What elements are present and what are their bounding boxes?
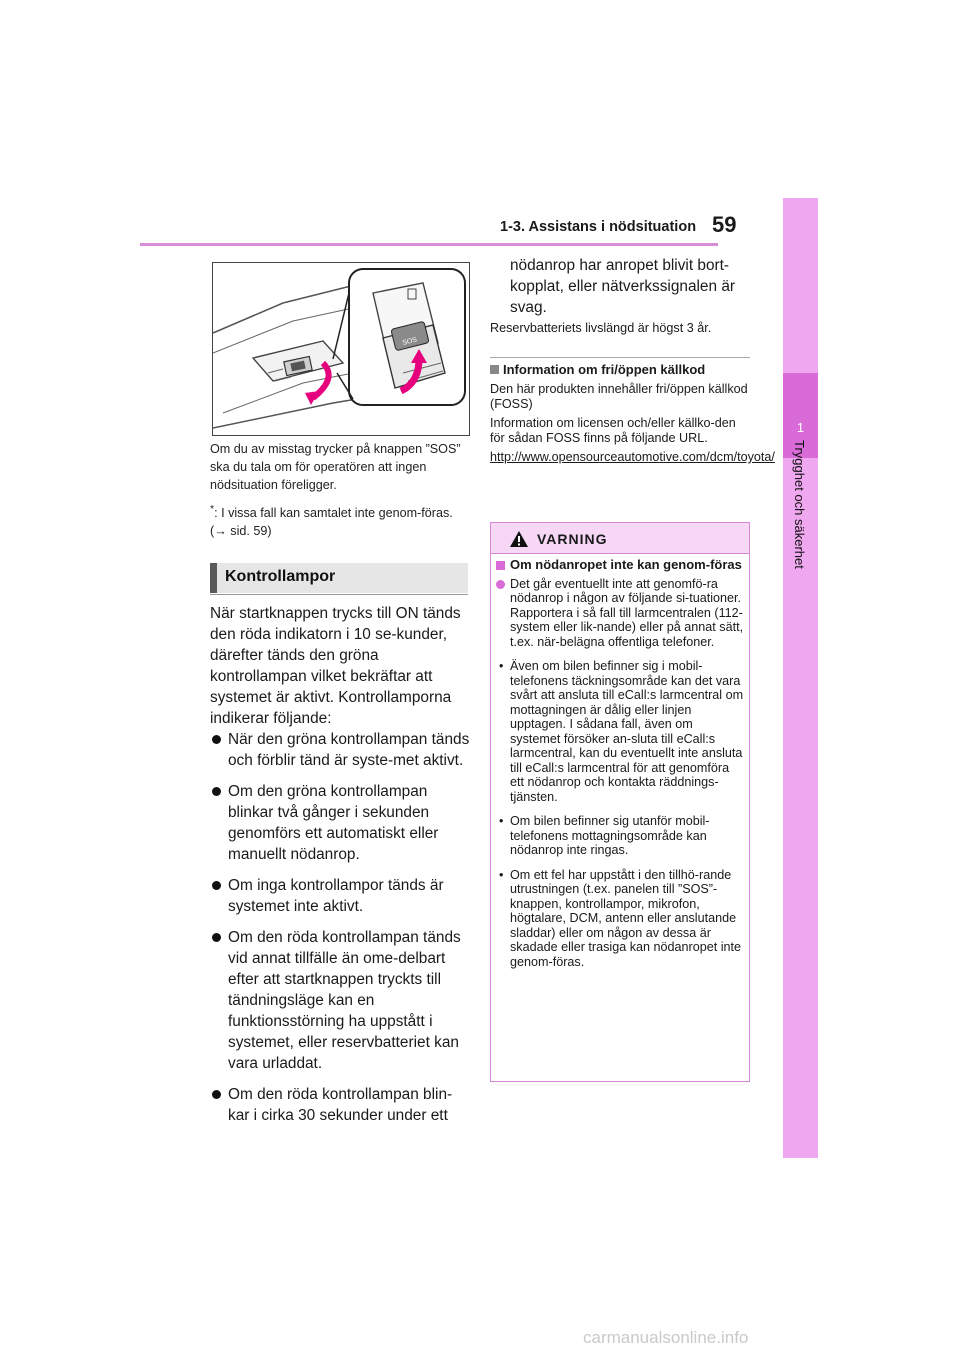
page-number: 59 bbox=[712, 212, 737, 237]
info-body bbox=[490, 382, 775, 470]
chapter-title: Trygghet och säkerhet bbox=[792, 440, 807, 569]
header-rule bbox=[140, 243, 718, 246]
list-item: Om inga kontrollampor tänds är systemet inte aktivt. bbox=[210, 875, 472, 917]
warning-sub-item: • Även om bilen befinner sig i mobil-telefonens täckningsområde kan det vara svårt att ansluta till eCall:s larmcentral om mottagningen är dålig eller linjen upptagen. I sådana fall, även om systemet försöker an-sluta till eCall:s larmcentral, kan du eventuellt inte ansluta till eCall:s larmcentral för att genomföra ett nödanrop och kontakta räddnings-tjänsten. bbox=[499, 659, 744, 804]
footnote-text: : I vissa fall kan samtalet inte genom-föras. ( bbox=[210, 506, 453, 539]
illustration-caption: Om du av misstag trycker på knappen ”SOS” ska du tala om för operatören att ingen nödsituation föreligger. bbox=[210, 442, 461, 492]
bullet-icon bbox=[212, 735, 221, 744]
battery-note: Reservbatteriets livslängd är högst 3 år. bbox=[490, 321, 712, 335]
footnote bbox=[210, 500, 472, 540]
warning-sub-item: • Om ett fel har uppstått i den tillhö-rande utrustningen (t.ex. panelen till ”SOS”-knappen, kontrollampor, mikrofon, högtalare, DCM, antenn eller anslutande sladdar) eller om någon av dessa är skadade eller trasiga kan nödanropet inte genom-föras. bbox=[499, 867, 742, 969]
warning-label: VARNING bbox=[537, 531, 608, 547]
warning-content bbox=[496, 558, 744, 979]
indicator-list bbox=[210, 729, 472, 1136]
chapter-number: 1 bbox=[796, 420, 805, 435]
list-item: Om den röda kontrollampan tänds vid annat tillfälle än ome-delbart efter att startknappen tryckts till tändningsläge kan en funktionsstörning ha uppstått i systemet, eller reservbatteriet kan vara urladdat. bbox=[210, 927, 472, 1074]
warning-primary-item: Det går eventuellt inte att genomfö-ra nödanrop i någon av följande si-tuationer. Rapportera i så fall till larmcentralen (112-system eller lik-nande) eller på annat sätt, t.ex. när-belägna offentliga telefoner. bbox=[496, 577, 744, 650]
section-heading: Kontrollampor bbox=[225, 568, 336, 585]
warning-title: Om nödanropet inte kan genom-föras bbox=[496, 558, 744, 573]
list-item: När den gröna kontrollampan tänds och förblir tänd är syste-met aktivt. bbox=[210, 729, 472, 771]
watermark: carmanualsonline.info bbox=[583, 1328, 749, 1347]
sos-text: SOS bbox=[401, 336, 418, 347]
warning-header bbox=[491, 523, 749, 553]
square-icon bbox=[496, 561, 505, 570]
warning-header-rule bbox=[491, 553, 749, 554]
info-heading: Information om fri/öppen källkod bbox=[490, 362, 705, 377]
section-title: 1-3. Assistans i nödsituation bbox=[500, 219, 697, 235]
continued-text: nödanrop har anropet blivit bort-kopplat, eller nätverkssignalen är svag. bbox=[510, 257, 735, 316]
heading-bar bbox=[210, 563, 217, 593]
heading-rule bbox=[210, 594, 468, 595]
sos-button-illustration bbox=[212, 262, 470, 436]
bullet-icon bbox=[212, 933, 221, 942]
info-paragraph: Information om licensen och/eller källko-den för sådan FOSS finns på följande URL. bbox=[490, 416, 736, 445]
bullet-icon bbox=[212, 1090, 221, 1099]
info-rule bbox=[490, 357, 750, 358]
list-item: Om den gröna kontrollampan blinkar två gånger i sekunden genomförs ett automatiskt eller manuellt nödanrop. bbox=[210, 781, 472, 865]
small-bullet-icon: • bbox=[499, 659, 504, 673]
bullet-icon bbox=[496, 580, 505, 589]
warning-sub-item: • Om bilen befinner sig utanför mobil-telefonens mottagningsområde kan nödanrop inte ringas. bbox=[499, 814, 710, 857]
intro-paragraph: När startknappen trycks till ON tänds den röda indikatorn i 10 se-kunder, därefter tänds den gröna kontrollampan vilket bekräftar att systemet är aktivt. Kontrollamporna indikerar följande: bbox=[210, 605, 461, 727]
foss-link[interactable]: http://www.opensourceautomotive.com/dcm/toyota/ bbox=[490, 450, 775, 464]
info-paragraph: Den här produkten innehåller fri/öppen källkod (FOSS) bbox=[490, 382, 748, 411]
footnote-mark: * bbox=[210, 503, 215, 515]
footnote-ref: sid. 59) bbox=[226, 524, 272, 539]
square-icon bbox=[490, 365, 499, 374]
arrow-icon: → bbox=[214, 524, 227, 539]
list-item: Om den röda kontrollampan blin-kar i cirka 30 sekunder under ett bbox=[210, 1084, 472, 1126]
small-bullet-icon: • bbox=[499, 867, 504, 882]
warning-triangle-icon bbox=[509, 530, 529, 553]
bullet-icon bbox=[212, 787, 221, 796]
small-bullet-icon: • bbox=[499, 814, 504, 828]
bullet-icon bbox=[212, 881, 221, 890]
chapter-side-tab bbox=[783, 198, 818, 1158]
